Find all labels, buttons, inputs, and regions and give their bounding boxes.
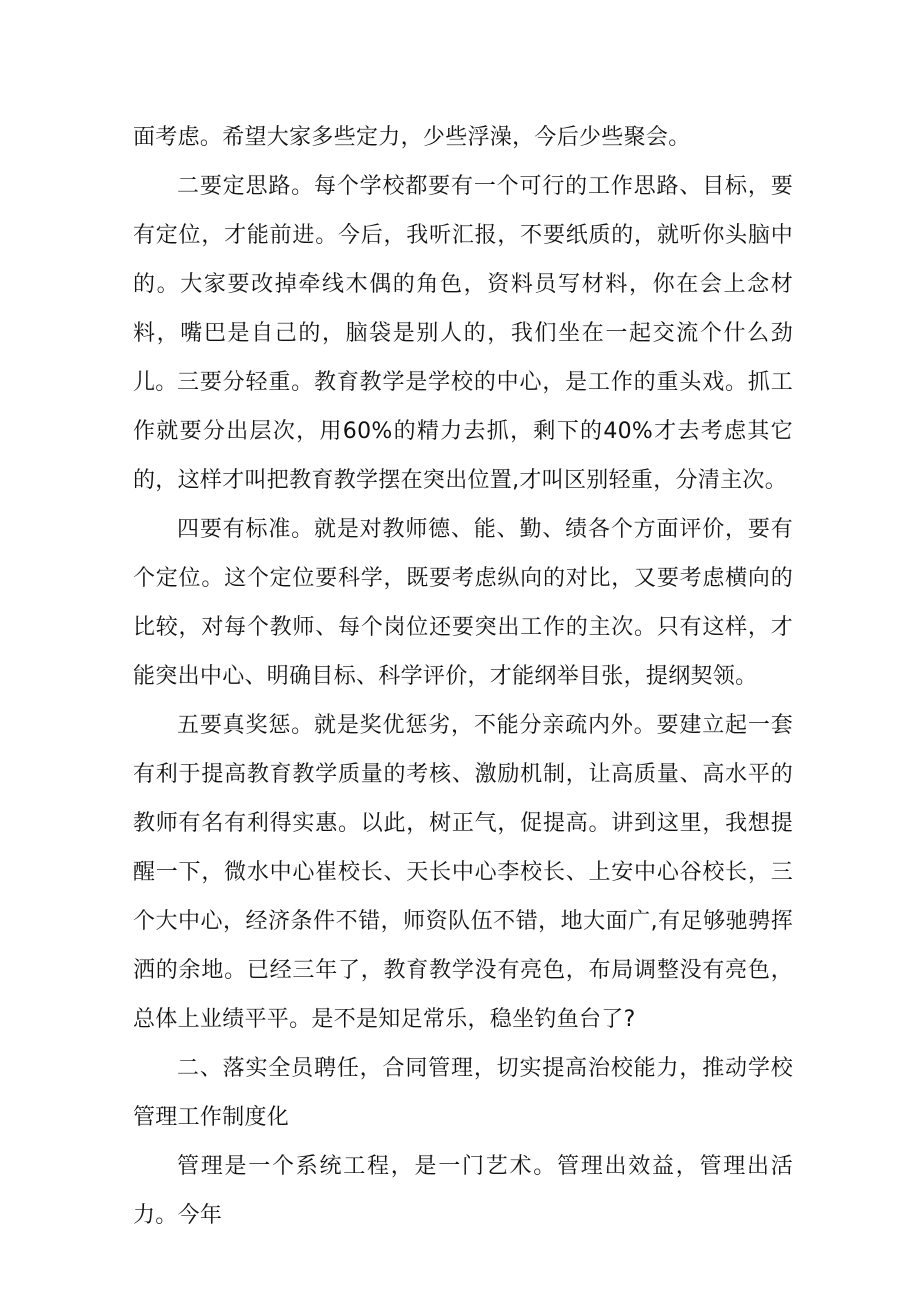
section-heading-appointment: 二、落实全员聘任，合同管理，切实提高治校能力，推动学校管理工作制度化 — [133, 1056, 793, 1130]
paragraph-management: 管理是一个系统工程，是一门艺术。管理出效益，管理出活力。今年 — [133, 1154, 793, 1228]
paragraph-define-thinking: 二要定思路。每个学校都要有一个可行的工作思路、目标，要有定位，才能前进。今后，我听汇报，不要纸质的，就听你头脑中的。大家要改掉牵线木偶的角色，资料员写材料，你在会上念材料，嘴巴是自己的，脑袋是别人的，我们坐在一起交流个什么劲儿。 — [133, 174, 793, 395]
paragraph-standards: 四要有标准。就是对教师德、能、勤、绩各个方面评价，要有个定位。这个定位要科学，既要考虑纵向的对比，又要考虑横向的比较，对每个教师、每个岗位还要突出工作的主次。只有这样，才能突出中心、明确目标、科学评价，才能纲举目张，提纲契领。 — [133, 517, 793, 689]
paragraph-continuation: 面考虑。希望大家多些定力，少些浮澡，今后少些聚会。 — [133, 125, 691, 150]
paragraph-priorities: 三要分轻重。教育教学是学校的中心，是工作的重头戏。抓工作就要分出层次，用60%的精力去抓，剩下的40%才去考虑其它的，这样才叫把教育教学摆在突出位置,才叫区别轻重，分清主次。 — [133, 370, 793, 493]
paragraph-rewards-penalties: 五要真奖惩。就是奖优惩劣，不能分亲疏内外。要建立起一套有利于提高教育教学质量的考核、激励机制，让高质量、高水平的教师有名有利得实惠。以此，树正气，促提高。讲到这里，我想提醒一下，微水中心崔校长、天长中心李校长、上安中心谷校长，三个大中心，经济条件不错，师资队伍不错，地大面广,有足够驰骋挥洒的余地。已经三年了，教育教学没有亮色，布局调整没有亮色，总体上业绩平平。是不是知足常乐，稳坐钓鱼台了? — [133, 713, 793, 1032]
